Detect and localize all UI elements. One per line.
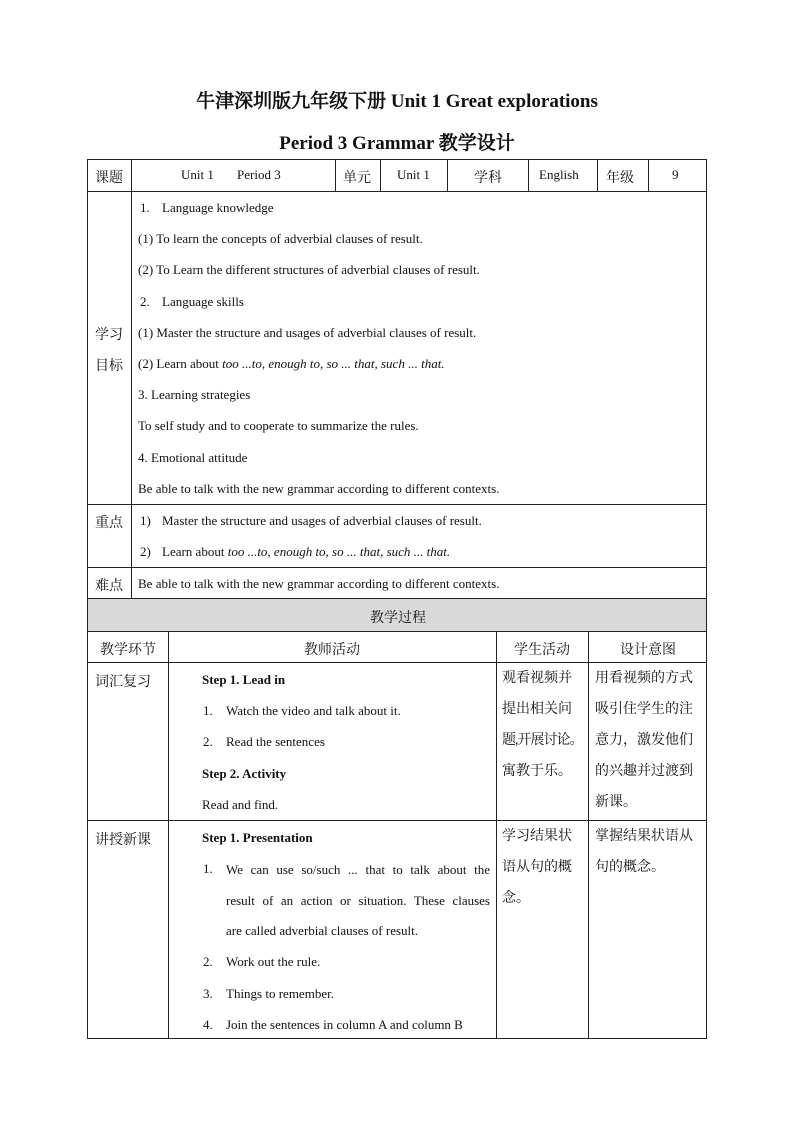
objective-line: To self study and to cooperate to summarize the rules. [138, 418, 419, 433]
design-intent-line: 意力，激发他们 [595, 733, 693, 748]
step-item: Work out the rule. [226, 954, 321, 969]
col-student-header: 学生活动 [514, 643, 570, 658]
step-heading: Step 1. Presentation [202, 830, 313, 845]
design-intent-line: 掌握结果状语从 [595, 829, 693, 844]
difficulties-text: Be able to talk with the new grammar according to different contexts. [138, 576, 500, 591]
step-item: are called adverbial clauses of result. [226, 923, 419, 938]
key-point: Master the structure and usages of adverbial clauses of result. [162, 513, 482, 528]
student-activity-line: 寓教于乐。 [502, 764, 572, 779]
objective-num: 1. [140, 200, 150, 215]
step-item: result of an action or situation. These clauses [226, 893, 490, 908]
step-item: Read the sentences [226, 734, 325, 749]
step-item-num: 3. [203, 986, 213, 1001]
objectives-label-2: 目标 [95, 359, 123, 374]
col-stage-header: 教学环节 [100, 643, 156, 658]
student-activity [502, 821, 586, 914]
document-title: 牛津深圳版九年级下册 Unit 1 Great explorations [196, 91, 598, 112]
objective-line: 4. Emotional attitude [138, 450, 248, 465]
student-activity-line: 题,开展讨论。 [502, 733, 583, 748]
key-point-num: 1) [140, 513, 151, 528]
teaching-process-table [87, 598, 707, 1039]
process-header: 教学过程 [370, 611, 426, 626]
stage-label: 讲授新课 [95, 833, 151, 848]
objective-line: 3. Learning strategies [138, 387, 251, 402]
step-item-num: 2. [203, 734, 213, 749]
design-intent-line: 句的概念。 [595, 860, 665, 875]
step-heading: Step 1. Lead in [202, 672, 286, 687]
objective-line: (1) To learn the concepts of adverbial clauses of result. [138, 231, 423, 246]
objective-line: Be able to talk with the new grammar according to different contexts. [138, 481, 500, 496]
topic-label: 课题 [95, 171, 123, 186]
student-activity-line: 观看视频并 [502, 671, 572, 686]
step-item: Watch the video and talk about it. [226, 703, 401, 718]
unit-label: 单元 [343, 171, 371, 186]
step-item: We can use so/such ... that to talk about the [226, 862, 490, 877]
step-item-num: 1. [203, 703, 213, 718]
student-activity-line: 语从句的概 [502, 860, 572, 875]
objective-line-italic: too ...to, enough to, so ... that, such ... that. [222, 356, 445, 371]
key-point-prefix: Learn about [162, 544, 228, 559]
step-item: Read and find. [202, 797, 279, 812]
subject-label: 学科 [474, 171, 502, 186]
design-intent-line: 用看视频的方式 [595, 671, 693, 686]
difficulties-label: 难点 [95, 579, 123, 594]
step-item: Things to remember. [226, 986, 334, 1001]
objective-line: (1) Master the structure and usages of adverbial clauses of result. [138, 325, 477, 340]
student-activity-line: 念。 [502, 891, 530, 906]
objective-line-prefix: (2) Learn about [138, 356, 223, 371]
col-teacher-header: 教师活动 [304, 643, 360, 658]
col-intent-header: 设计意图 [620, 643, 676, 658]
student-activity [502, 663, 586, 787]
objectives-label-1: 学习 [95, 328, 123, 343]
stage-label: 词汇复习 [95, 675, 151, 690]
document-subtitle: Period 3 Grammar 教学设计 [279, 133, 515, 154]
topic-period: Period 3 [237, 167, 281, 182]
step-item: Join the sentences in column A and column B [226, 1017, 463, 1032]
key-point-italic: too ...to, enough to, so ... that, such ... that. [227, 544, 451, 559]
design-intent [595, 821, 707, 883]
key-points-label: 重点 [95, 516, 123, 531]
subject-value: English [539, 167, 579, 182]
step-item-num: 2. [203, 954, 213, 969]
step-item-num: 1. [203, 861, 213, 876]
student-activity-line: 学习结果状 [502, 829, 572, 844]
design-intent-line: 新课。 [595, 795, 637, 810]
grade-value: 9 [672, 167, 679, 182]
objective-line: Language skills [162, 294, 244, 309]
topic-unit: Unit 1 [181, 167, 214, 182]
step-heading: Step 2. Activity [202, 766, 287, 781]
objective-line: Language knowledge [162, 200, 274, 215]
objective-line [138, 356, 445, 372]
objective-line: (2) To Learn the different structures of adverbial clauses of result. [138, 262, 480, 277]
design-intent [595, 663, 707, 818]
design-intent-line: 吸引住学生的注 [595, 702, 693, 717]
unit-value: Unit 1 [397, 167, 430, 182]
design-intent-line: 的兴趣并过渡到 [595, 764, 693, 779]
objective-num: 2. [140, 294, 150, 309]
grade-label: 年级 [606, 171, 634, 186]
key-point [162, 544, 450, 560]
step-item-num: 4. [203, 1017, 213, 1032]
key-point-num: 2) [140, 544, 151, 559]
student-activity-line: 提出相关问 [502, 702, 572, 717]
lesson-info-table [87, 159, 707, 599]
